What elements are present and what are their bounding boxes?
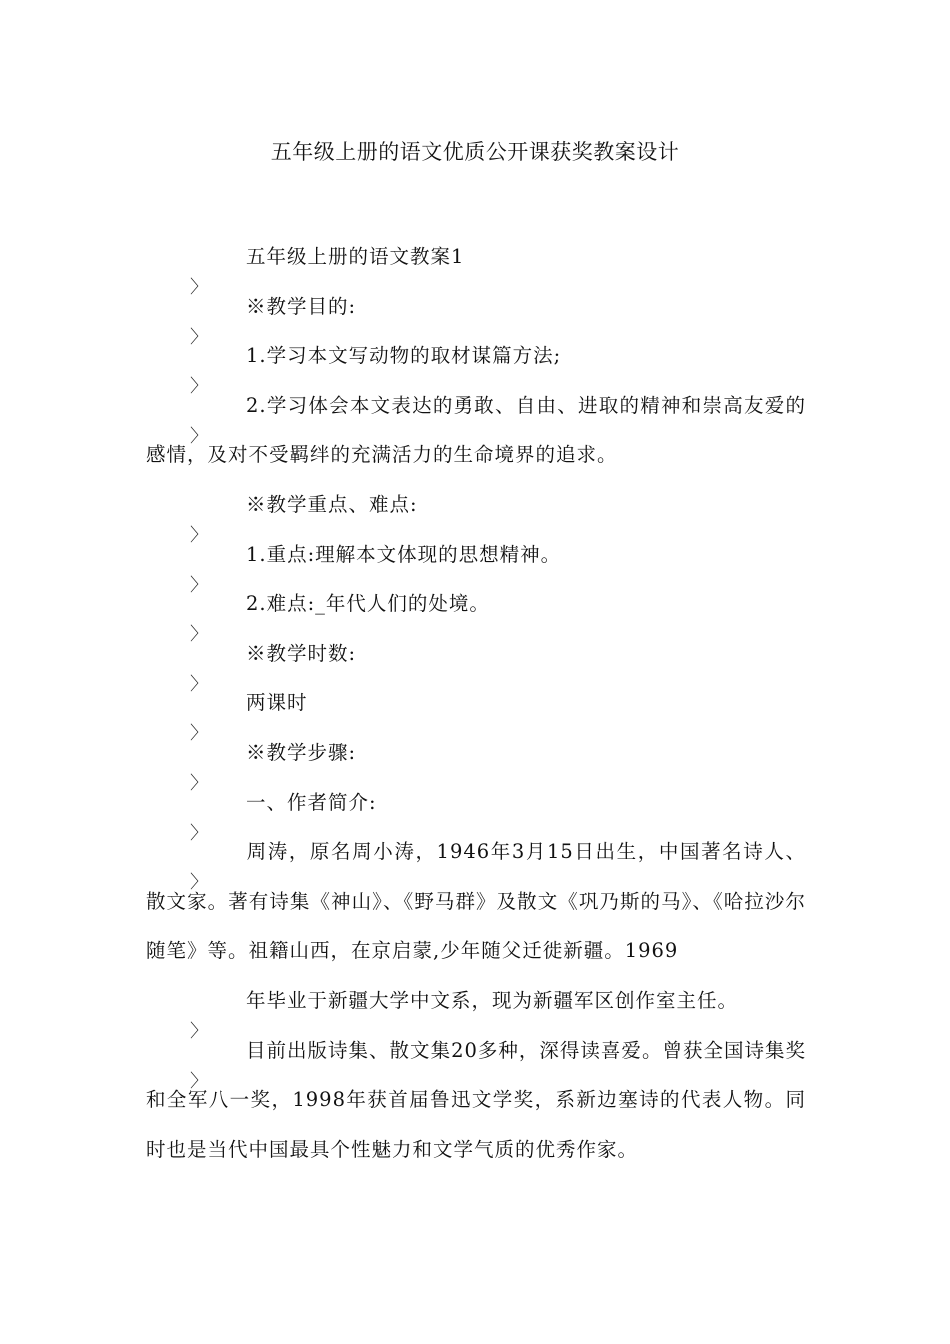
paragraph-text: ※教学时数: (246, 641, 357, 665)
paragraph-text: ※教学重点、难点: (246, 492, 418, 516)
paragraph-text: 两课时 (246, 691, 308, 715)
paragraph-text: 年毕业于新疆大学中文系，现为新疆军区创作室主任。 (246, 988, 739, 1012)
paragraph-text: 2.学习体会本文表达的勇敢、自由、进取的精神和崇高友爱的感情，及对不受羁绊的充满活力的生命境界的追求。 (146, 393, 806, 467)
paragraph: 〉 ※教学时数: (190, 641, 357, 695)
paragraph-text: 1.重点:理解本文体现的思想精神。 (246, 542, 562, 566)
paragraph: 〉 ※教学重点、难点: (190, 492, 418, 546)
paragraph: 〉 目前出版诗集、散文集20多种，深得读喜爱。曾获全国诗集奖和全军八一奖，1998年获首届鲁迅文学奖，系新边塞诗的代表人物。同时也是当代中国最具个性魅力和文学气质的优秀作家。 (146, 1038, 806, 1161)
paragraph-text: 1.学习本文写动物的取材谋篇方法; (246, 344, 562, 368)
paragraph-text: ※教学步骤: (246, 740, 357, 764)
paragraph: 〉 一、作者简介: (190, 790, 377, 844)
paragraph-text: 一、作者简介: (246, 790, 377, 814)
paragraph-text: 目前出版诗集、散文集20多种，深得读喜爱。曾获全国诗集奖和全军八一奖，1998年获首届鲁迅文学奖，系新边塞诗的代表人物。同时也是当代中国最具个性魅力和文学气质的优秀作家。 (146, 1038, 806, 1161)
paragraph: 〉 1.重点:理解本文体现的思想精神。 (190, 542, 562, 596)
document-title: 五年级上册的语文优质公开课获奖教案设计 (270, 140, 680, 164)
paragraph: 〉 两课时 (190, 691, 308, 745)
document-body (146, 232, 806, 1174)
paragraph-text: 五年级上册的语文教案1 (246, 245, 465, 268)
paragraph: 〉 ※教学步骤: (190, 740, 357, 794)
paragraph: 〉 2.学习体会本文表达的勇敢、自由、进取的精神和崇高友爱的感情，及对不受羁绊的充满活力的生命境界的追求。 (146, 393, 806, 467)
paragraph: 〉 周涛，原名周小涛，1946年3月15日出生，中国著名诗人、散文家。著有诗集《神山》、《野马群》及散文《巩乃斯的马》、《哈拉沙尔随笔》等。祖籍山西，在京启蒙,少年随父迁徙新疆。1969 (146, 840, 806, 963)
paragraph-text: 2.难点:_年代人们的处境。 (246, 592, 490, 616)
paragraph-text: ※教学目的: (246, 294, 357, 318)
paragraph: 〉 1.学习本文写动物的取材谋篇方法; (190, 344, 562, 398)
paragraph-text: 周涛，原名周小涛，1946年3月15日出生，中国著名诗人、散文家。著有诗集《神山》、《野马群》及散文《巩乃斯的马》、《哈拉沙尔随笔》等。祖籍山西，在京启蒙,少年随父迁徙新疆。1969 (146, 840, 806, 963)
paragraph: 〉 年毕业于新疆大学中文系，现为新疆军区创作室主任。 (190, 988, 739, 1042)
paragraph: 〉 五年级上册的语文教案1 (190, 245, 465, 298)
paragraph: 〉 2.难点:_年代人们的处境。 (190, 592, 490, 646)
paragraph: 〉 ※教学目的: (190, 294, 357, 348)
